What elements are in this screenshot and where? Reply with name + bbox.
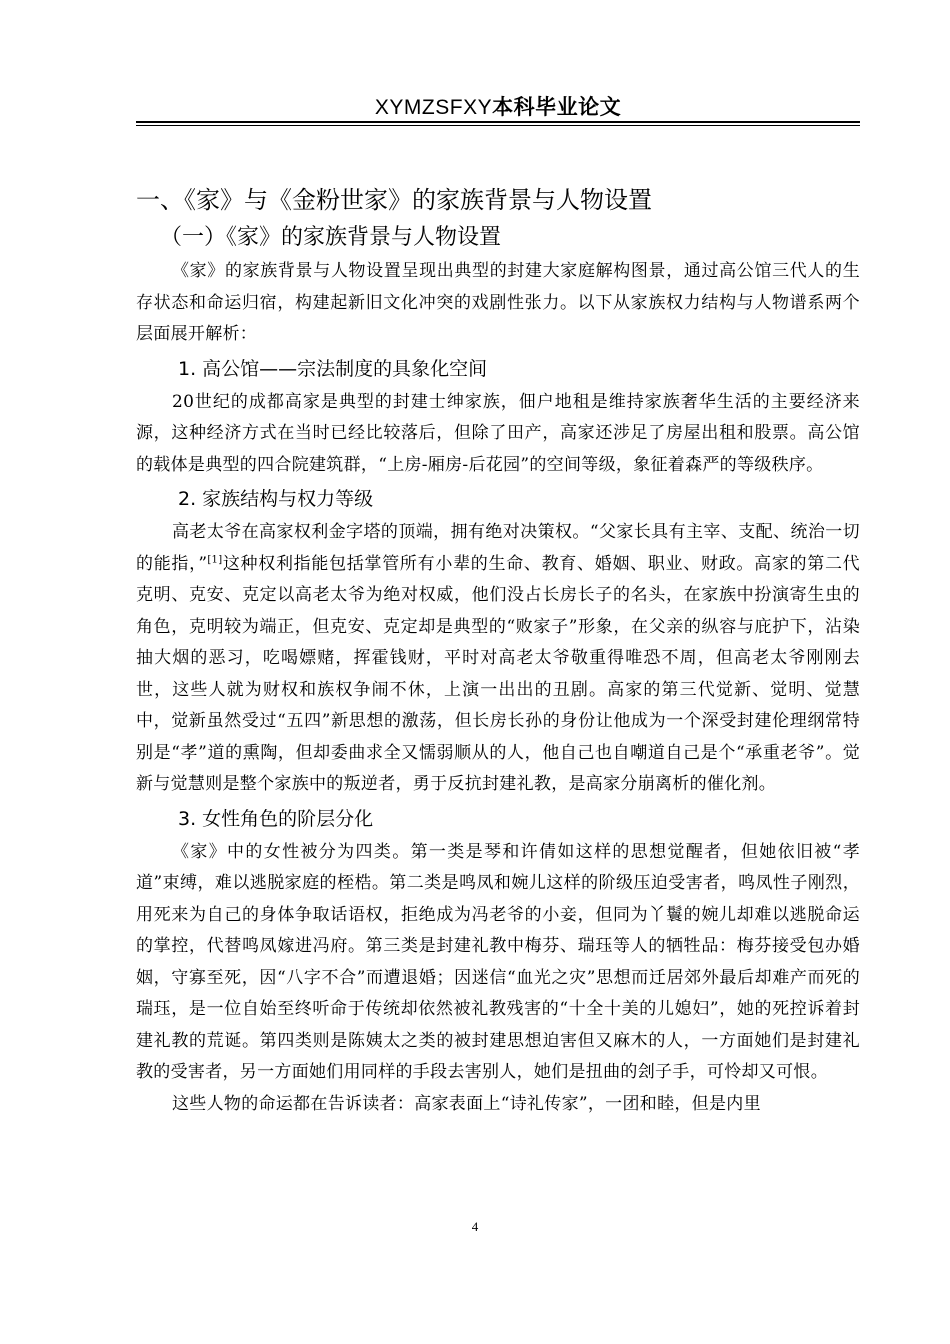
subsection-heading-1: 1. 高公馆——宗法制度的具象化空间: [178, 357, 488, 380]
section-title: （一）《家》的家族背景与人物设置: [160, 225, 502, 250]
subsection-heading-2: 2. 家族结构与权力等级: [178, 488, 374, 510]
citation-reference: [1]: [207, 553, 223, 565]
paragraph-text-after-citation: 这种权利指能包括掌管所有小辈的生命、教育、婚姻、职业、财政。高家的第二代克明、克安、克定以高老太爷为绝对权威，他们没占长房长子的名头，在家族中扮演寄生虫的角色，克明较为端正，但克安、克定却是典型的“败家子”形象，在父亲的纵容与庇护下，沾染抽大烟的恶习，吃喝嫖赌，挥霍钱财，平时对高老太爷敬重得唯恐不周，但高老太爷刚刚去世，这些人就为财权和族权争闹不休，上演一出出的丑剧。高家的第三代觉新、觉明、觉慧中，觉新虽然受过“五四”新思想的激荡，但长房长孙的身份让他成为一个深受封建伦理纲常特别是“孝”道的熏陶，但却委曲求全又懦弱顺从的人，他自己也自嘲道自己是个“承重老爷”。觉新与觉慧则是整个家族中的叛逆者，勇于反抗封建礼教，是高家分崩离析的催化剂。: [136, 553, 860, 794]
subsection-2-paragraph: [136, 517, 860, 801]
header-title: 本科毕业论文: [492, 95, 622, 119]
page-number: 4: [471, 1219, 479, 1234]
intro-paragraph: 《家》的家族背景与人物设置呈现出典型的封建大家庭解构图景，通过高公馆三代人的生存状态和命运归宿，构建起新旧文化冲突的戏剧性张力。以下从家族权力结构与人物谱系两个层面展开解析：: [136, 261, 860, 344]
subsection-heading-3: 3. 女性角色的阶层分化: [178, 807, 374, 830]
subsection-1-paragraph: 20世纪的成都高家是典型的封建士绅家族，佃户地租是维持家族奢华生活的主要经济来源，这种经济方式在当时已经比较落后，但除了田产，高家还涉足了房屋出租和股票。高公馆的载体是典型的四合院建筑群，“上房-厢房-后花园”的空间等级，象征着森严的等级秩序。: [136, 391, 860, 475]
page-content: [136, 180, 860, 1120]
header-rule-thin: [136, 125, 860, 126]
header-code: XYMZSFXY: [374, 96, 493, 119]
page-header: [136, 92, 860, 122]
header-rule-thick: [136, 121, 860, 123]
chapter-title: 一、《家》与《金粉世家》的家族背景与人物设置: [136, 186, 652, 214]
subsection-3-paragraph-1: 《家》中的女性被分为四类。第一类是琴和许倩如这样的思想觉醒者，但她依旧被“孝道”束缚，难以逃脱家庭的桎梏。第二类是鸣凤和婉儿这样的阶级压迫受害者，鸣凤性子刚烈，用死来为自己的身体争取话语权，拒绝成为冯老爷的小妾，但同为丫鬟的婉儿却难以逃脱命运的掌控，代替鸣凤嫁进冯府。第三类是封建礼教中梅芬、瑞珏等人的牺牲品：梅芬接受包办婚姻，守寡至死，因“八字不合”而遭退婚；因迷信“血光之灾”思想而迁居郊外最后却难产而死的瑞珏，是一位自始至终听命于传统却依然被礼教残害的“十全十美的儿媳妇”，她的死控诉着封建礼教的荒诞。第四类则是陈姨太之类的被封建思想迫害但又麻木的人，一方面她们是封建礼教的受害者，另一方面她们用同样的手段去害别人，她们是扭曲的刽子手，可怜却又可恨。: [136, 841, 860, 1082]
subsection-3-paragraph-2: 这些人物的命运都在告诉读者：高家表面上“诗礼传家”，一团和睦，但是内里: [172, 1093, 761, 1114]
paragraph-text-before-citation: 高老太爷在高家权利金字塔的顶端，拥有绝对决策权。“父家长具有主宰、支配、统治一切的能指，”: [136, 522, 860, 574]
